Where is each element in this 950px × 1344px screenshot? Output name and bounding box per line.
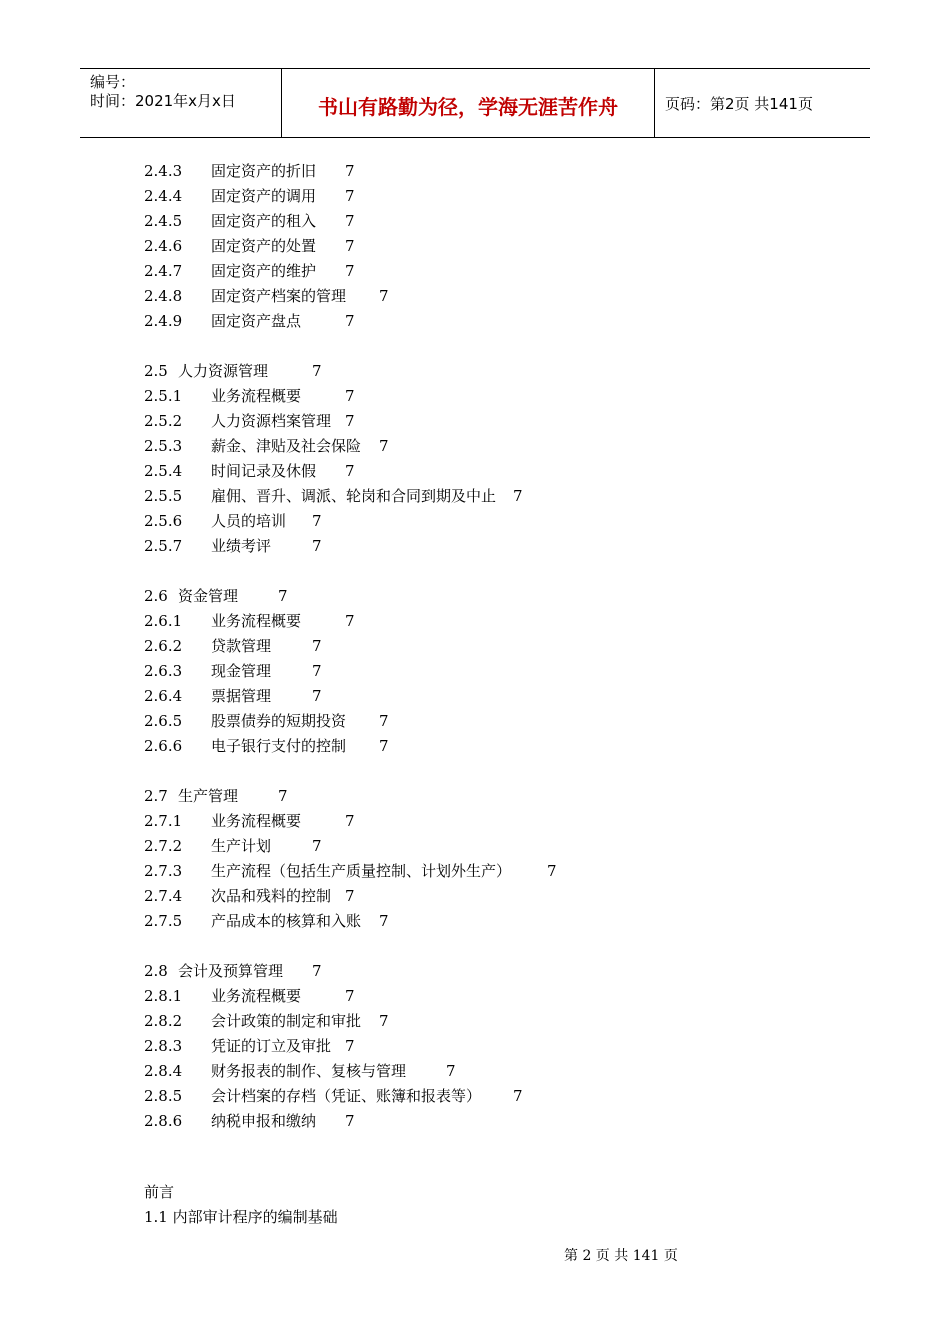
toc-entry-page: 7 [312,837,322,855]
toc-entry [0,709,950,734]
header-middle-cell [282,69,655,137]
toc-entry-page: 7 [312,662,322,680]
toc-entry-title: 薪金、津贴及社会保险 [211,437,362,455]
toc-entry-page: 7 [312,537,322,555]
toc-entry-title: 固定资产的折旧 [211,162,317,180]
toc-entry [0,809,950,834]
header-left-cell [80,69,282,137]
toc-entry [0,359,950,384]
toc-entry-page: 7 [513,1087,523,1105]
toc-entry-title: 生产计划 [211,837,272,855]
toc-entry-page: 7 [278,587,288,605]
toc-entry-page: 7 [345,612,355,630]
toc-entry [0,584,950,609]
toc-entry-number: 2.8.5 [144,1087,183,1105]
toc-entry [0,784,950,809]
toc-entry [0,159,950,184]
toc-entry-title: 纳税申报和缴纳 [211,1112,317,1130]
toc-entry [0,659,950,684]
toc-entry-title: 产品成本的核算和入账 [211,912,362,930]
toc-entry-number: 2.6.6 [144,737,183,755]
toc-entry-number: 2.6.1 [144,612,183,630]
toc-entry-number: 2.5.3 [144,437,183,455]
toc-entry-page: 7 [345,312,355,330]
toc-entry-page: 7 [345,262,355,280]
toc-entry-number: 2.7.2 [144,837,183,855]
toc-entry-page: 7 [345,162,355,180]
toc-entry-page: 7 [312,362,322,380]
toc-entry-title: 固定资产档案的管理 [211,287,347,305]
toc-entry-title: 固定资产的处置 [211,237,317,255]
doc-number-label: 编号： [90,73,136,91]
toc-entry-title: 人力资源管理 [178,362,269,380]
toc-entry-title: 固定资产盘点 [211,312,302,330]
toc-entry [0,884,950,909]
toc-entry-number: 2.8.1 [144,987,183,1005]
header-motto: 书山有路勤为径，学海无涯苦作舟 [318,95,618,119]
toc-entry-page: 7 [379,912,389,930]
toc-entry [0,959,950,984]
toc-entry [0,534,950,559]
toc-entry-page: 7 [547,862,557,880]
toc-entry-number: 2.4.5 [144,212,183,230]
toc-entry-page: 7 [345,412,355,430]
toc-entry-title: 固定资产的调用 [211,187,317,205]
toc-entry-number: 2.5.2 [144,412,183,430]
toc-entry [0,909,950,934]
toc-entry-number: 2.4.7 [144,262,183,280]
toc-entry-title: 会计政策的制定和审批 [211,1012,362,1030]
toc-entry-number: 2.8 [144,962,168,980]
toc-entry-title: 股票债券的短期投资 [211,712,347,730]
toc-entry-number: 2.5.4 [144,462,183,480]
toc-entry-page: 7 [513,487,523,505]
toc-entry-number: 2.6 [144,587,168,605]
toc-entry-title: 业务流程概要 [211,387,302,405]
toc-entry [0,459,950,484]
toc-entry [0,409,950,434]
toc-entry-page: 7 [345,387,355,405]
toc-entry-title: 生产管理 [178,787,239,805]
toc-entry [0,609,950,634]
toc-entry-page: 7 [345,887,355,905]
toc-entry [0,634,950,659]
toc-entry-page: 7 [379,712,389,730]
toc-entry [0,509,950,534]
toc-entry-number: 2.6.3 [144,662,183,680]
toc-entry-title: 人员的培训 [211,512,287,530]
toc-entry-page: 7 [345,1112,355,1130]
toc-entry [0,384,950,409]
toc-entry-page: 7 [345,212,355,230]
toc-entry-title: 现金管理 [211,662,272,680]
toc-entry-page: 7 [312,962,322,980]
toc-entry-number: 2.5 [144,362,168,380]
doc-time-label: 时间：2021年x月x日 [90,92,236,110]
toc-entry-title: 次品和残料的控制 [211,887,332,905]
toc-entry-number: 2.5.6 [144,512,183,530]
toc-entry [0,1009,950,1034]
toc-entry [0,1109,950,1134]
toc-entry [0,1059,950,1084]
toc-entry [0,309,950,334]
toc-entry-title: 电子银行支付的控制 [211,737,347,755]
toc-entry-title: 财务报表的制作、复核与管理 [211,1062,407,1080]
section-1-1-heading: 1.1 内部审计程序的编制基础 [144,1208,338,1226]
toc-entry-title: 业绩考评 [211,537,272,555]
toc-entry-title: 业务流程概要 [211,812,302,830]
toc-entry-page: 7 [379,737,389,755]
toc-entry-number: 2.7.1 [144,812,183,830]
toc-entry-page: 7 [345,462,355,480]
toc-entry-title: 会计及预算管理 [178,962,284,980]
toc-entry-title: 资金管理 [178,587,239,605]
toc-entry-number: 2.5.7 [144,537,183,555]
header-page-label: 页码：第2页 共141页 [665,95,813,113]
toc-entry-page: 7 [345,987,355,1005]
toc-entry-number: 2.7.3 [144,862,183,880]
toc-entry-number: 2.8.4 [144,1062,183,1080]
toc-entry-page: 7 [379,1012,389,1030]
toc-entry-number: 2.8.6 [144,1112,183,1130]
toc-entry [0,1034,950,1059]
toc-entry [0,859,950,884]
toc-entry-page: 7 [312,512,322,530]
toc-entry-number: 2.6.2 [144,637,183,655]
toc-entry [0,684,950,709]
toc-entry-page: 7 [345,237,355,255]
toc-entry-title: 会计档案的存档（凭证、账簿和报表等） [211,1087,482,1105]
toc-entry [0,734,950,759]
toc-entry [0,234,950,259]
toc-entry-title: 时间记录及休假 [211,462,317,480]
toc-entry-title: 人力资源档案管理 [211,412,332,430]
toc-entry-page: 7 [446,1062,456,1080]
toc-entry-title: 票据管理 [211,687,272,705]
toc-entry [0,259,950,284]
toc-entry-number: 2.7.5 [144,912,183,930]
toc-entry-page: 7 [379,437,389,455]
page-header [80,68,870,138]
toc-entry-title: 贷款管理 [211,637,272,655]
toc-entry-page: 7 [312,637,322,655]
toc-entry-title: 固定资产的维护 [211,262,317,280]
toc-entry [0,184,950,209]
toc-entry-number: 2.8.3 [144,1037,183,1055]
toc-entry-number: 2.7.4 [144,887,183,905]
toc-entry-number: 2.8.2 [144,1012,183,1030]
toc-entry-number: 2.5.5 [144,487,183,505]
toc-entry-number: 2.6.4 [144,687,183,705]
toc-entry-number: 2.4.8 [144,287,183,305]
toc-entry-page: 7 [278,787,288,805]
toc-entry [0,1084,950,1109]
toc-entry [0,284,950,309]
preface-heading: 前言 [144,1183,175,1201]
toc-entry-title: 生产流程（包括生产质量控制、计划外生产） [211,862,512,880]
toc-entry-page: 7 [345,187,355,205]
toc-entry-number: 2.4.3 [144,162,183,180]
toc-entry [0,209,950,234]
toc-entry-title: 凭证的订立及审批 [211,1037,332,1055]
toc-entry-page: 7 [345,812,355,830]
toc-entry-page: 7 [379,287,389,305]
toc-entry [0,434,950,459]
toc-entry [0,484,950,509]
toc-entry-number: 2.6.5 [144,712,183,730]
toc-entry-number: 2.4.4 [144,187,183,205]
toc-entry-title: 业务流程概要 [211,987,302,1005]
toc-entry-title: 雇佣、晋升、调派、轮岗和合同到期及中止 [211,487,497,505]
toc-entry-page: 7 [345,1037,355,1055]
toc-entry-number: 2.4.6 [144,237,183,255]
toc-entry-title: 固定资产的租入 [211,212,317,230]
header-right-cell [655,69,870,137]
toc-entry-title: 业务流程概要 [211,612,302,630]
toc-entry-number: 2.5.1 [144,387,183,405]
toc-entry-page: 7 [312,687,322,705]
page-footer: 第 2 页 共 141 页 [564,1248,678,1264]
toc-entry [0,834,950,859]
toc-entry-number: 2.4.9 [144,312,183,330]
toc-entry-number: 2.7 [144,787,168,805]
toc-entry [0,984,950,1009]
